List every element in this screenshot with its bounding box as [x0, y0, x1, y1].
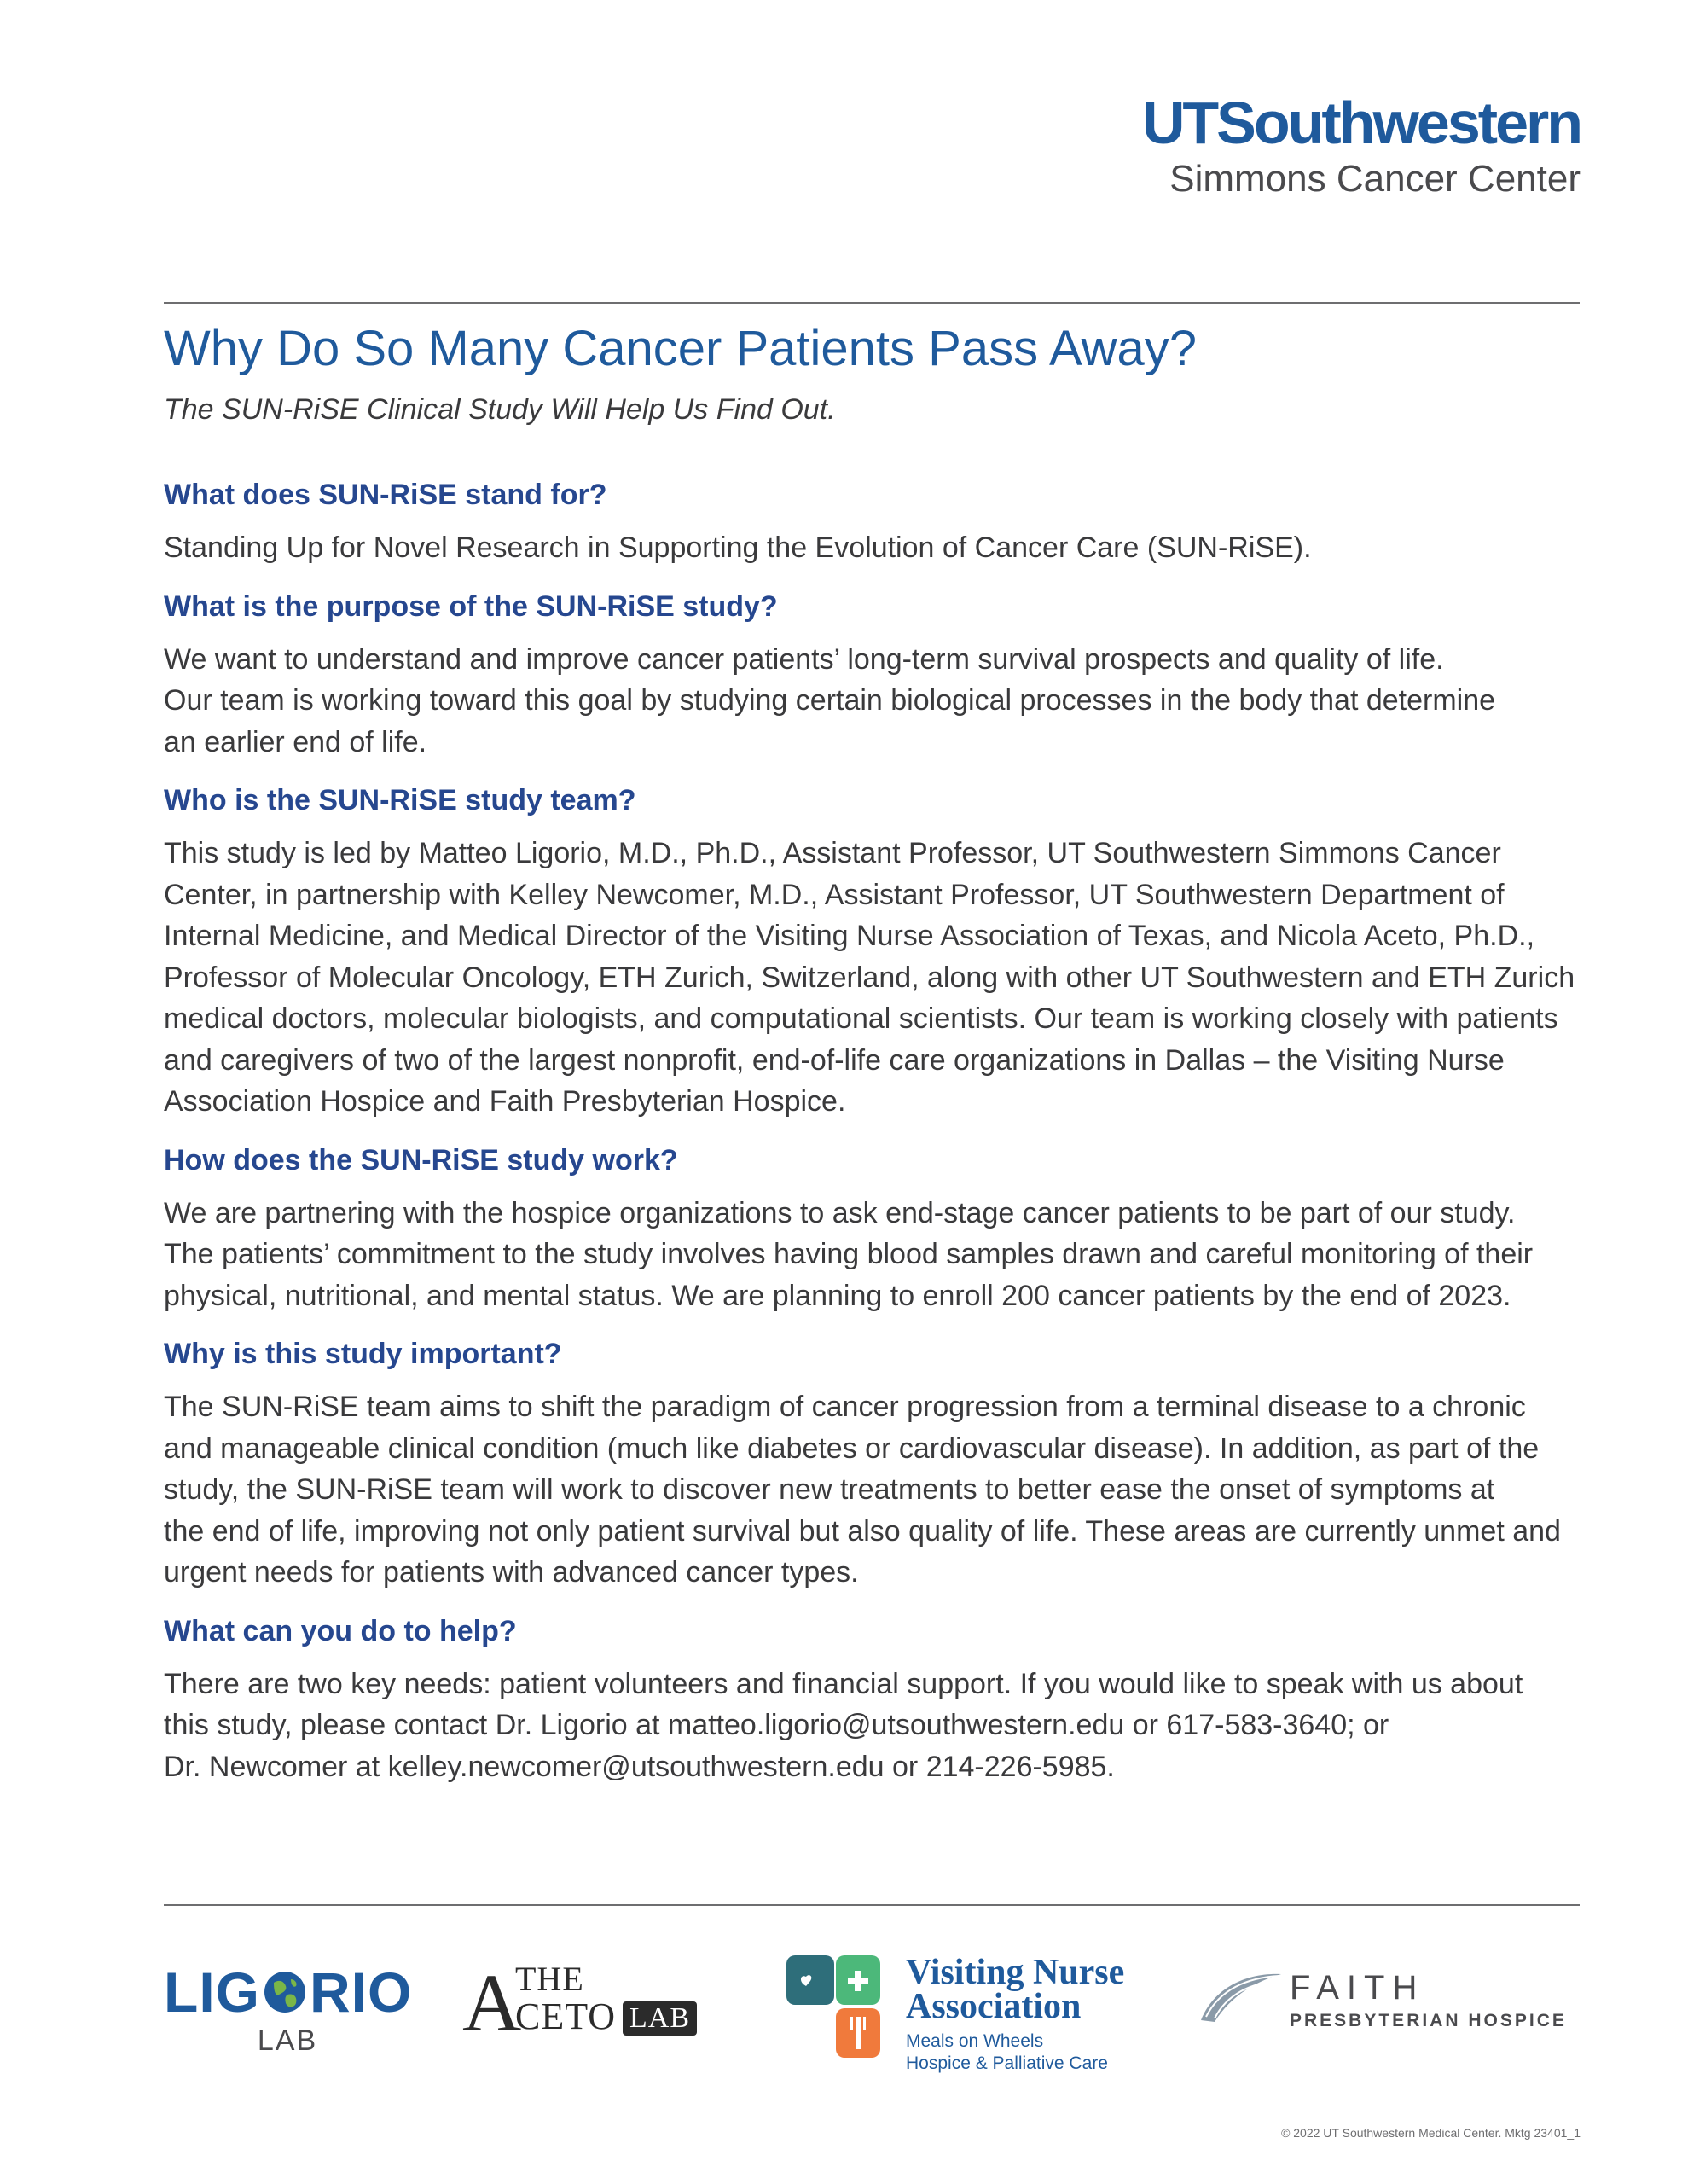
globe-icon: [262, 1969, 308, 2015]
partner-logos: [164, 1954, 1580, 2082]
aceto-the: THE: [515, 1960, 584, 1998]
ligorio-right-text: RIO: [310, 1960, 413, 2024]
faq-section: [164, 781, 1597, 1123]
faq-heading: What can you do to help?: [164, 1614, 517, 1647]
aceto-ceto: CETO: [515, 1995, 617, 2037]
faq-content: [164, 476, 1597, 1787]
faq-body: This study is led by Matteo Ligorio, M.D., Ph.D., Assistant Professor, UT Southwestern Simmons Cancer Center, in partnership with Kelley Newcomer, M.D., Assistant Professor, UT Southwestern Department of Internal Medicine, and Medical Director of the Visiting Nurse Association of Texas, and Nicola Aceto, Ph.D., Professor of Molecular Oncology, ETH Zurich, Switzerland, along with other UT Southwestern and ETH Zurich medical doctors, molecular biologists, and computational scientists. Our team is working closely with patients and caregivers of two of the largest nonprofit, end-of-life care organizations in Dallas – the Visiting Nurse Association Hospice and Faith Presbyterian Hospice.: [164, 837, 1575, 1118]
faq-body: There are two key needs: patient volunteers and financial support. If you would like to speak with us about this study, please contact Dr. Ligorio at matteo.ligorio@utsouthwestern.edu or 617-583-3640; or Dr. Newcomer at kelley.newcomer@utsouthwestern.edu or 214-226-5985.: [164, 1667, 1523, 1783]
faq-heading: Why is this study important?: [164, 1338, 562, 1370]
logo-subtitle: Simmons Cancer Center: [1169, 158, 1581, 200]
ligorio-left-text: LIG: [164, 1960, 260, 2024]
faq-section: [164, 1335, 1597, 1594]
faith-name: FAITH: [1290, 1969, 1425, 2007]
aceto-lab-logo: [462, 1957, 701, 2048]
aceto-big-a: A: [462, 1957, 522, 2048]
ligorio-wordmark: [164, 1962, 412, 2022]
faith-subtitle: PRESBYTERIAN HOSPICE: [1290, 2011, 1567, 2030]
faq-heading: What does SUN-RiSE stand for?: [164, 479, 607, 511]
faq-body: Standing Up for Novel Research in Supporting the Evolution of Cancer Care (SUN-RiSE).: [164, 531, 1312, 564]
bottom-divider: [164, 1904, 1580, 1906]
vna-sub-line1: Meals on Wheels: [906, 2031, 1044, 2051]
top-divider: [164, 302, 1580, 304]
ut-southwestern-logo: [983, 92, 1581, 201]
vna-icons: [786, 1955, 880, 2066]
wing-icon: [1198, 1969, 1283, 2029]
ligorio-lab-logo: [164, 1962, 411, 2058]
faq-section: [164, 1141, 1597, 1317]
vna-title-line2: Association: [906, 1987, 1082, 2026]
ligorio-lab-text: LAB: [257, 2024, 318, 2057]
faith-presbyterian-hospice-logo: [1198, 1969, 1580, 2037]
copyright-note: © 2022 UT Southwestern Medical Center. Mktg 23401_1: [1281, 2126, 1581, 2140]
faq-heading: What is the purpose of the SUN-RiSE study?: [164, 590, 778, 623]
page-subtitle: The SUN-RiSE Clinical Study Will Help Us Find Out.: [164, 393, 836, 426]
vna-title-line1: Visiting Nurse: [906, 1953, 1125, 1992]
faq-heading: Who is the SUN-RiSE study team?: [164, 784, 636, 816]
faq-heading: How does the SUN-RiSE study work?: [164, 1143, 678, 1176]
faq-section: [164, 1612, 1597, 1788]
faq-body: We are partnering with the hospice organizations to ask end-stage cancer patients to be part of our study. The patients’ commitment to the study involves having blood samples drawn and careful monitoring of their physical, nutritional, and mental status. We are planning to enroll 200 cancer patients by the end of 2023.: [164, 1196, 1534, 1312]
aceto-lab-badge: LAB: [623, 2001, 697, 2036]
vna-sub-line2: Hospice & Palliative Care: [906, 2053, 1108, 2073]
logo-wordmark: UTSouthwestern: [1141, 90, 1581, 156]
faq-body: The SUN-RiSE team aims to shift the paradigm of cancer progression from a terminal disease to a chronic and manageable clinical condition (much like diabetes or cardiovascular disease). In addition, as part of the study, the SUN-RiSE team will work to discover new treatments to better ease the onset of symptoms at the end of life, improving not only patient survival but also quality of life. These areas are currently unmet and urgent needs for patients with advanced cancer types.: [164, 1391, 1561, 1589]
visiting-nurse-association-logo: [786, 1954, 1145, 2082]
faq-section: [164, 476, 1597, 569]
faq-body: We want to understand and improve cancer patients’ long-term survival prospects and quality of life. Our team is working toward this goal by studying certain biological processes in the body that determine an earlier end of life.: [164, 642, 1496, 758]
page-title: Why Do So Many Cancer Patients Pass Away?: [164, 321, 1198, 376]
faq-section: [164, 588, 1597, 764]
